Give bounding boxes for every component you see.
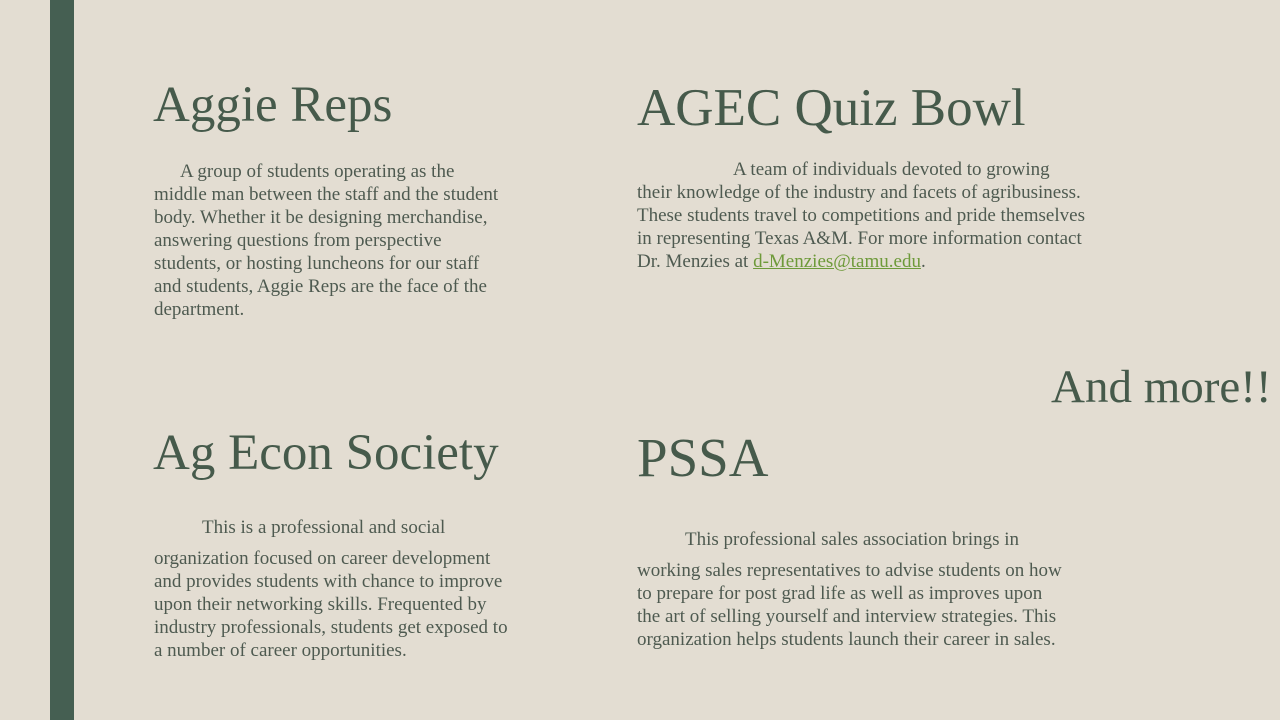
- pssa-description: [637, 528, 1067, 651]
- quiz-bowl-trailing: .: [920, 251, 926, 272]
- aggie-reps-description: A group of students operating as the middle man between the staff and the student body. Whether it be designing merchandise, answering questions from perspective students, or hosting luncheons for our staff and students, Aggie Reps are the face of the department.: [154, 161, 499, 320]
- pssa-lead: This professional sales association brings in: [685, 529, 1020, 550]
- ag-econ-society-description: [154, 516, 514, 662]
- email-link[interactable]: d-Menzies@tamu.edu: [753, 251, 921, 272]
- pssa-title: PSSA: [637, 427, 769, 488]
- accent-bar: [50, 0, 74, 720]
- aggie-reps-title: Aggie Reps: [153, 77, 393, 133]
- quiz-bowl-title: AGEC Quiz Bowl: [637, 79, 1026, 137]
- pssa-rest: working sales representatives to advise students on how to prepare for post grad life as well as improves upon the art of selling yourself and interview strategies. This organization helps students launch their career in sales.: [637, 560, 1062, 650]
- quiz-bowl-text: A team of individuals devoted to growing their knowledge of the industry and facets of agribusiness. These students travel to competitions and pride themselves in representing Texas A&M. For more information contact Dr. Menzies at: [637, 159, 1085, 272]
- and-more-text: And more!!: [1051, 361, 1272, 413]
- ag-econ-society-rest: organization focused on career development and provides students with chance to improve upon their networking skills. Frequented by industry professionals, students get exposed to a number of career opportunities.: [154, 548, 508, 661]
- quiz-bowl-description: [637, 158, 1087, 273]
- ag-econ-society-lead: This is a professional and social: [202, 517, 446, 538]
- ag-econ-society-title: Ag Econ Society: [153, 425, 499, 481]
